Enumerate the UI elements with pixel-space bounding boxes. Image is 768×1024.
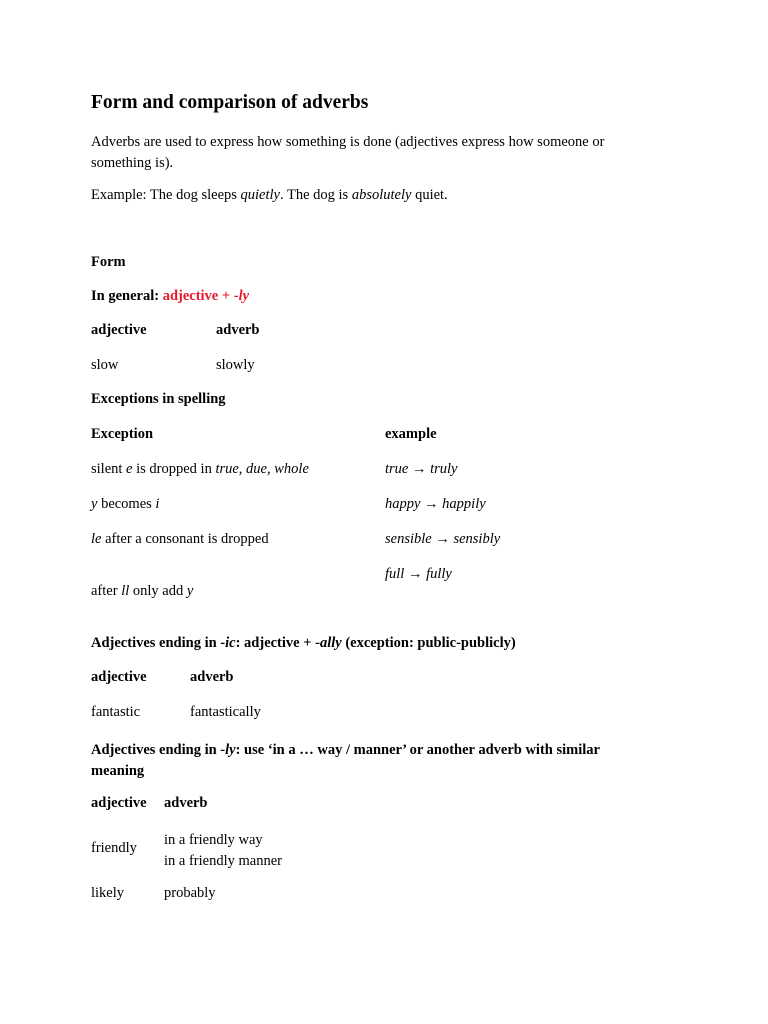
text-run: is dropped in bbox=[132, 461, 216, 477]
example-text: . The dog is bbox=[280, 187, 352, 203]
text-run: ally bbox=[319, 635, 342, 651]
text-run: le bbox=[91, 531, 102, 547]
text-run: : adjective + - bbox=[235, 635, 320, 651]
general-rule-suffix: ly bbox=[238, 288, 250, 304]
text-run: true, due, whole bbox=[215, 461, 309, 477]
text-run: after a consonant is dropped bbox=[101, 531, 269, 547]
table1-header-adverb: adverb bbox=[216, 322, 260, 338]
general-rule-formula: adjective + - bbox=[162, 288, 239, 304]
intro-line-2: something is). bbox=[91, 155, 174, 171]
text-run: y bbox=[91, 496, 98, 512]
example-text: quiet. bbox=[411, 187, 448, 203]
spelling-row1-exception bbox=[91, 461, 309, 478]
text-run: : use ‘in a … way / manner’ or another adverb with similar bbox=[235, 742, 600, 758]
ic-heading bbox=[91, 635, 516, 652]
text-run: in a friendly manner bbox=[164, 853, 282, 869]
spelling-row2-exception bbox=[91, 496, 159, 513]
table2-header-adverb: adverb bbox=[190, 669, 234, 685]
example-text: Example: The dog sleeps bbox=[91, 187, 241, 203]
text-run: ly bbox=[225, 742, 236, 758]
text-run: e bbox=[126, 461, 133, 477]
text-run: Adjectives ending in - bbox=[91, 635, 226, 651]
general-rule-label: In general: bbox=[91, 288, 163, 304]
text-run: in a friendly way bbox=[164, 832, 263, 848]
spelling-row2-example: happy → happily bbox=[385, 496, 486, 512]
page-title: Form and comparison of adverbs bbox=[91, 92, 369, 113]
text-run: Adjectives ending in - bbox=[91, 742, 226, 758]
form-heading: Form bbox=[91, 254, 126, 270]
text-run: silent bbox=[91, 461, 127, 477]
intro-line-1: Adverbs are used to express how something is done (adjectives express how someone or bbox=[91, 134, 605, 150]
text-run: (exception: public-publicly) bbox=[341, 635, 516, 651]
text-run: meaning bbox=[91, 763, 145, 779]
table1-header-adjective: adjective bbox=[91, 322, 147, 338]
text-run: ic bbox=[225, 635, 236, 651]
spelling-row3-exception bbox=[91, 531, 269, 548]
text-run: after bbox=[91, 583, 122, 599]
spelling-row1-example: true → truly bbox=[385, 461, 458, 477]
table3-header-adjective: adjective bbox=[91, 795, 147, 811]
table1-cell-adjective: slow bbox=[91, 357, 119, 373]
table1-cell-adverb: slowly bbox=[216, 357, 255, 373]
table2-header-adjective: adjective bbox=[91, 669, 147, 685]
spelling-heading: Exceptions in spelling bbox=[91, 391, 226, 407]
general-rule bbox=[91, 288, 249, 305]
text-run: only add bbox=[129, 583, 187, 599]
text-run: becomes bbox=[97, 496, 156, 512]
table3-cell-probably: probably bbox=[164, 885, 216, 901]
spelling-header-example: example bbox=[385, 426, 437, 442]
table3-header-adverb: adverb bbox=[164, 795, 208, 811]
text-run: y bbox=[186, 583, 194, 599]
intro-paragraph bbox=[91, 132, 651, 174]
spelling-header-exception: Exception bbox=[91, 426, 154, 442]
example-word-quietly: quietly bbox=[240, 187, 280, 203]
spelling-row4-example: full → fully bbox=[385, 566, 452, 582]
table3-cell-likely: likely bbox=[91, 885, 125, 901]
spelling-row4-exception bbox=[91, 583, 193, 600]
spelling-row3-example: sensible → sensibly bbox=[385, 531, 501, 547]
example-sentence bbox=[91, 187, 448, 204]
table3-cell-friendly: friendly bbox=[91, 840, 137, 856]
table3-cell-friendly-adverb bbox=[164, 830, 282, 872]
text-run: ll bbox=[121, 583, 130, 599]
ly-heading bbox=[91, 740, 600, 782]
table2-cell-adverb: fantastically bbox=[190, 704, 261, 720]
text-run: i bbox=[155, 496, 160, 512]
table2-cell-adjective: fantastic bbox=[91, 704, 141, 720]
example-word-absolutely: absolutely bbox=[351, 187, 412, 203]
